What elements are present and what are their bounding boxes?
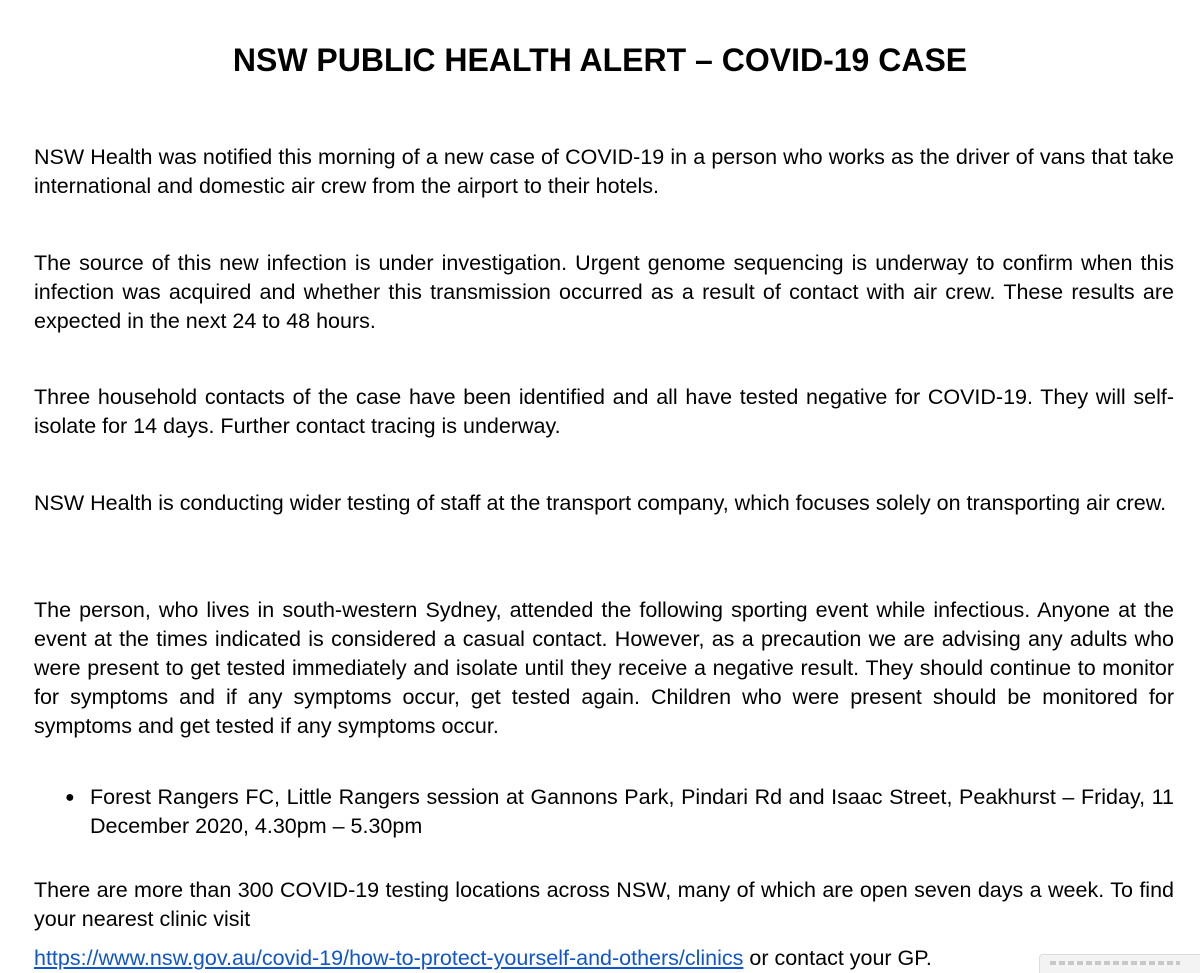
list-item [34,783,1174,841]
venue-details: Forest Rangers FC, Little Rangers session at Gannons Park, Pindari Rd and Isaac Street, Peakhurst – Friday, 11 December 2020, 4.30pm – 5.30pm [90,785,1174,838]
paragraph-testing-locations: There are more than 300 COVID-19 testing locations across NSW, many of which are open seven days a week. To find your nearest clinic visit [34,878,1174,931]
bullet-icon: ● [65,789,75,806]
paragraph-clinic-link [34,944,1174,973]
clinics-link[interactable]: https://www.nsw.gov.au/covid-19/how-to-protect-yourself-and-others/clinics [34,946,744,970]
paragraph-case-notification: NSW Health was notified this morning of a new case of COVID-19 in a person who works as the driver of vans that take international and domestic air crew from the airport to their hotels. [34,145,1174,198]
paragraph-staff-testing: NSW Health is conducting wider testing of staff at the transport company, which focuses solely on transporting air crew. [34,491,1167,515]
venue-list [34,783,1174,841]
paragraph-source-investigation: The source of this new infection is under investigation. Urgent genome sequencing is underway to confirm when this infection was acquired and whether this transmission occurred as a result of contact with air crew. These results are expected in the next 24 to 48 hours. [34,251,1174,333]
contact-gp-text: or contact your GP. [743,946,932,970]
paragraph-sporting-event: The person, who lives in south-western Sydney, attended the following sporting event while infectious. Anyone at the event at the times indicated is considered a casual contact. However, as a precaution we are advising any adults who were present to get tested immediately and isolate until they receive a negative result. They should continue to monitor for symptoms and if any symptoms occur, get tested again. Children who were present should be monitored for symptoms and get tested if any symptoms occur. [34,598,1174,738]
corner-overlay-widget[interactable] [1039,954,1200,973]
paragraph-household-contacts: Three household contacts of the case have been identified and all have tested negative for COVID-19. They will self-isolate for 14 days. Further contact tracing is underway. [34,385,1174,438]
corner-overlay-lines [1050,961,1180,965]
page-title: NSW PUBLIC HEALTH ALERT – COVID-19 CASE [232,42,968,78]
